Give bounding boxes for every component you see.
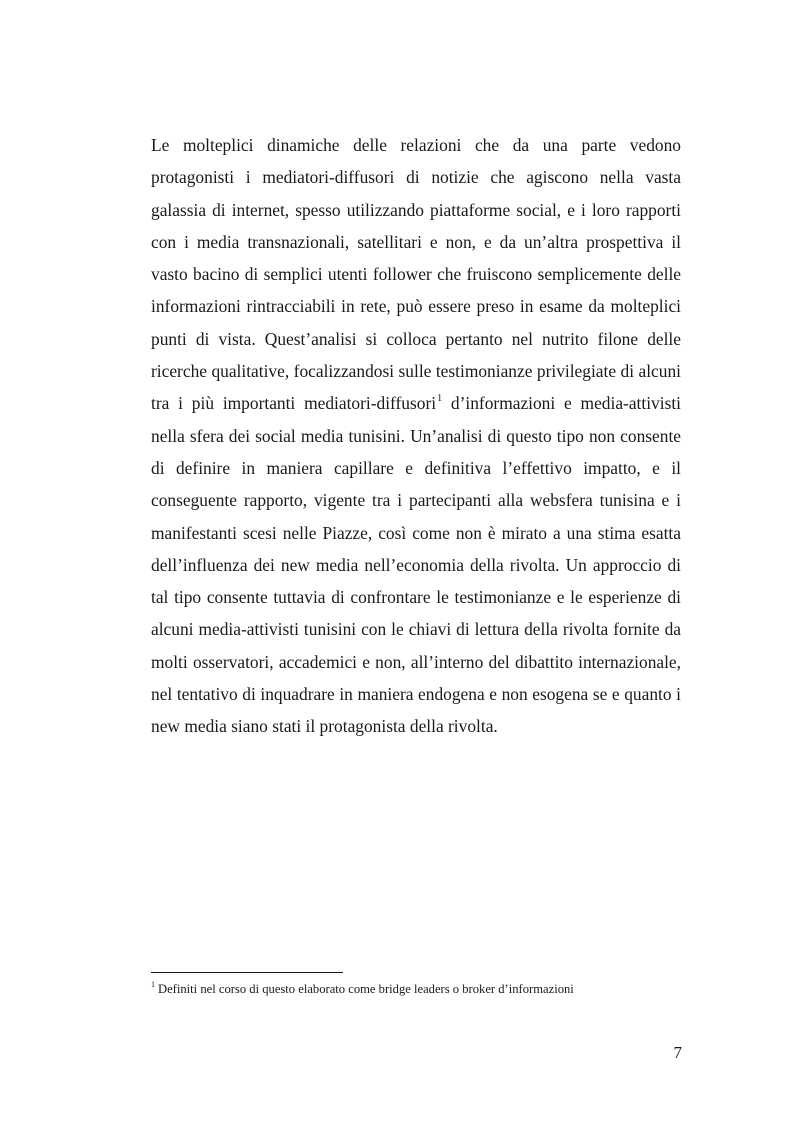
footnote-reference: 1 — [437, 392, 443, 404]
body-paragraph — [151, 129, 681, 743]
paragraph-text-part-2: d’informazioni e media-attivisti nella sfera dei social media tunisini. Un’analisi di questo tipo non consente di definire in maniera capillare e definitiva l’effettivo impatto, e il conseguente rapporto, vigente tra i partecipanti alla websfera tunisina e i manifestanti scesi nelle Piazze, così come non è mirato a una stima esatta dell’influenza dei new media nell’economia della rivolta. Un approccio di tal tipo consente tuttavia di confrontare le testimonianze e le esperienze di alcuni media-attivisti tunisini con le chiavi di lettura della rivolta fornite da molti osservatori, accademici e non, all’interno del dibattito internazionale, nel tentativo di inquadrare in maniera endogena e non esogena se e quanto i new media siano stati il protagonista della rivolta. — [151, 393, 681, 737]
paragraph-text-part-1: Le molteplici dinamiche delle relazioni che da una parte vedono protagonisti i mediatori-diffusori di notizie che agiscono nella vasta galassia di internet, spesso utilizzando piattaforme social, e i loro rapporti con i media transnazionali, satellitari e non, e da un’altra prospettiva il vasto bacino di semplici utenti follower che fruiscono semplicemente delle informazioni rintracciabili in rete, può essere preso in esame da molteplici punti di vista. Quest’analisi si colloca pertanto nel nutrito filone delle ricerche qualitative, focalizzandosi sulle testimonianze privilegiate di alcuni tra i più importanti mediatori-diffusori — [151, 135, 681, 414]
footnote-text: Definiti nel corso di questo elaborato come bridge leaders o broker d’informazioni — [158, 982, 574, 996]
page-number: 7 — [673, 1043, 682, 1062]
footnote — [151, 979, 681, 997]
footnote-separator — [151, 972, 343, 973]
footnote-marker: 1 — [151, 979, 155, 989]
